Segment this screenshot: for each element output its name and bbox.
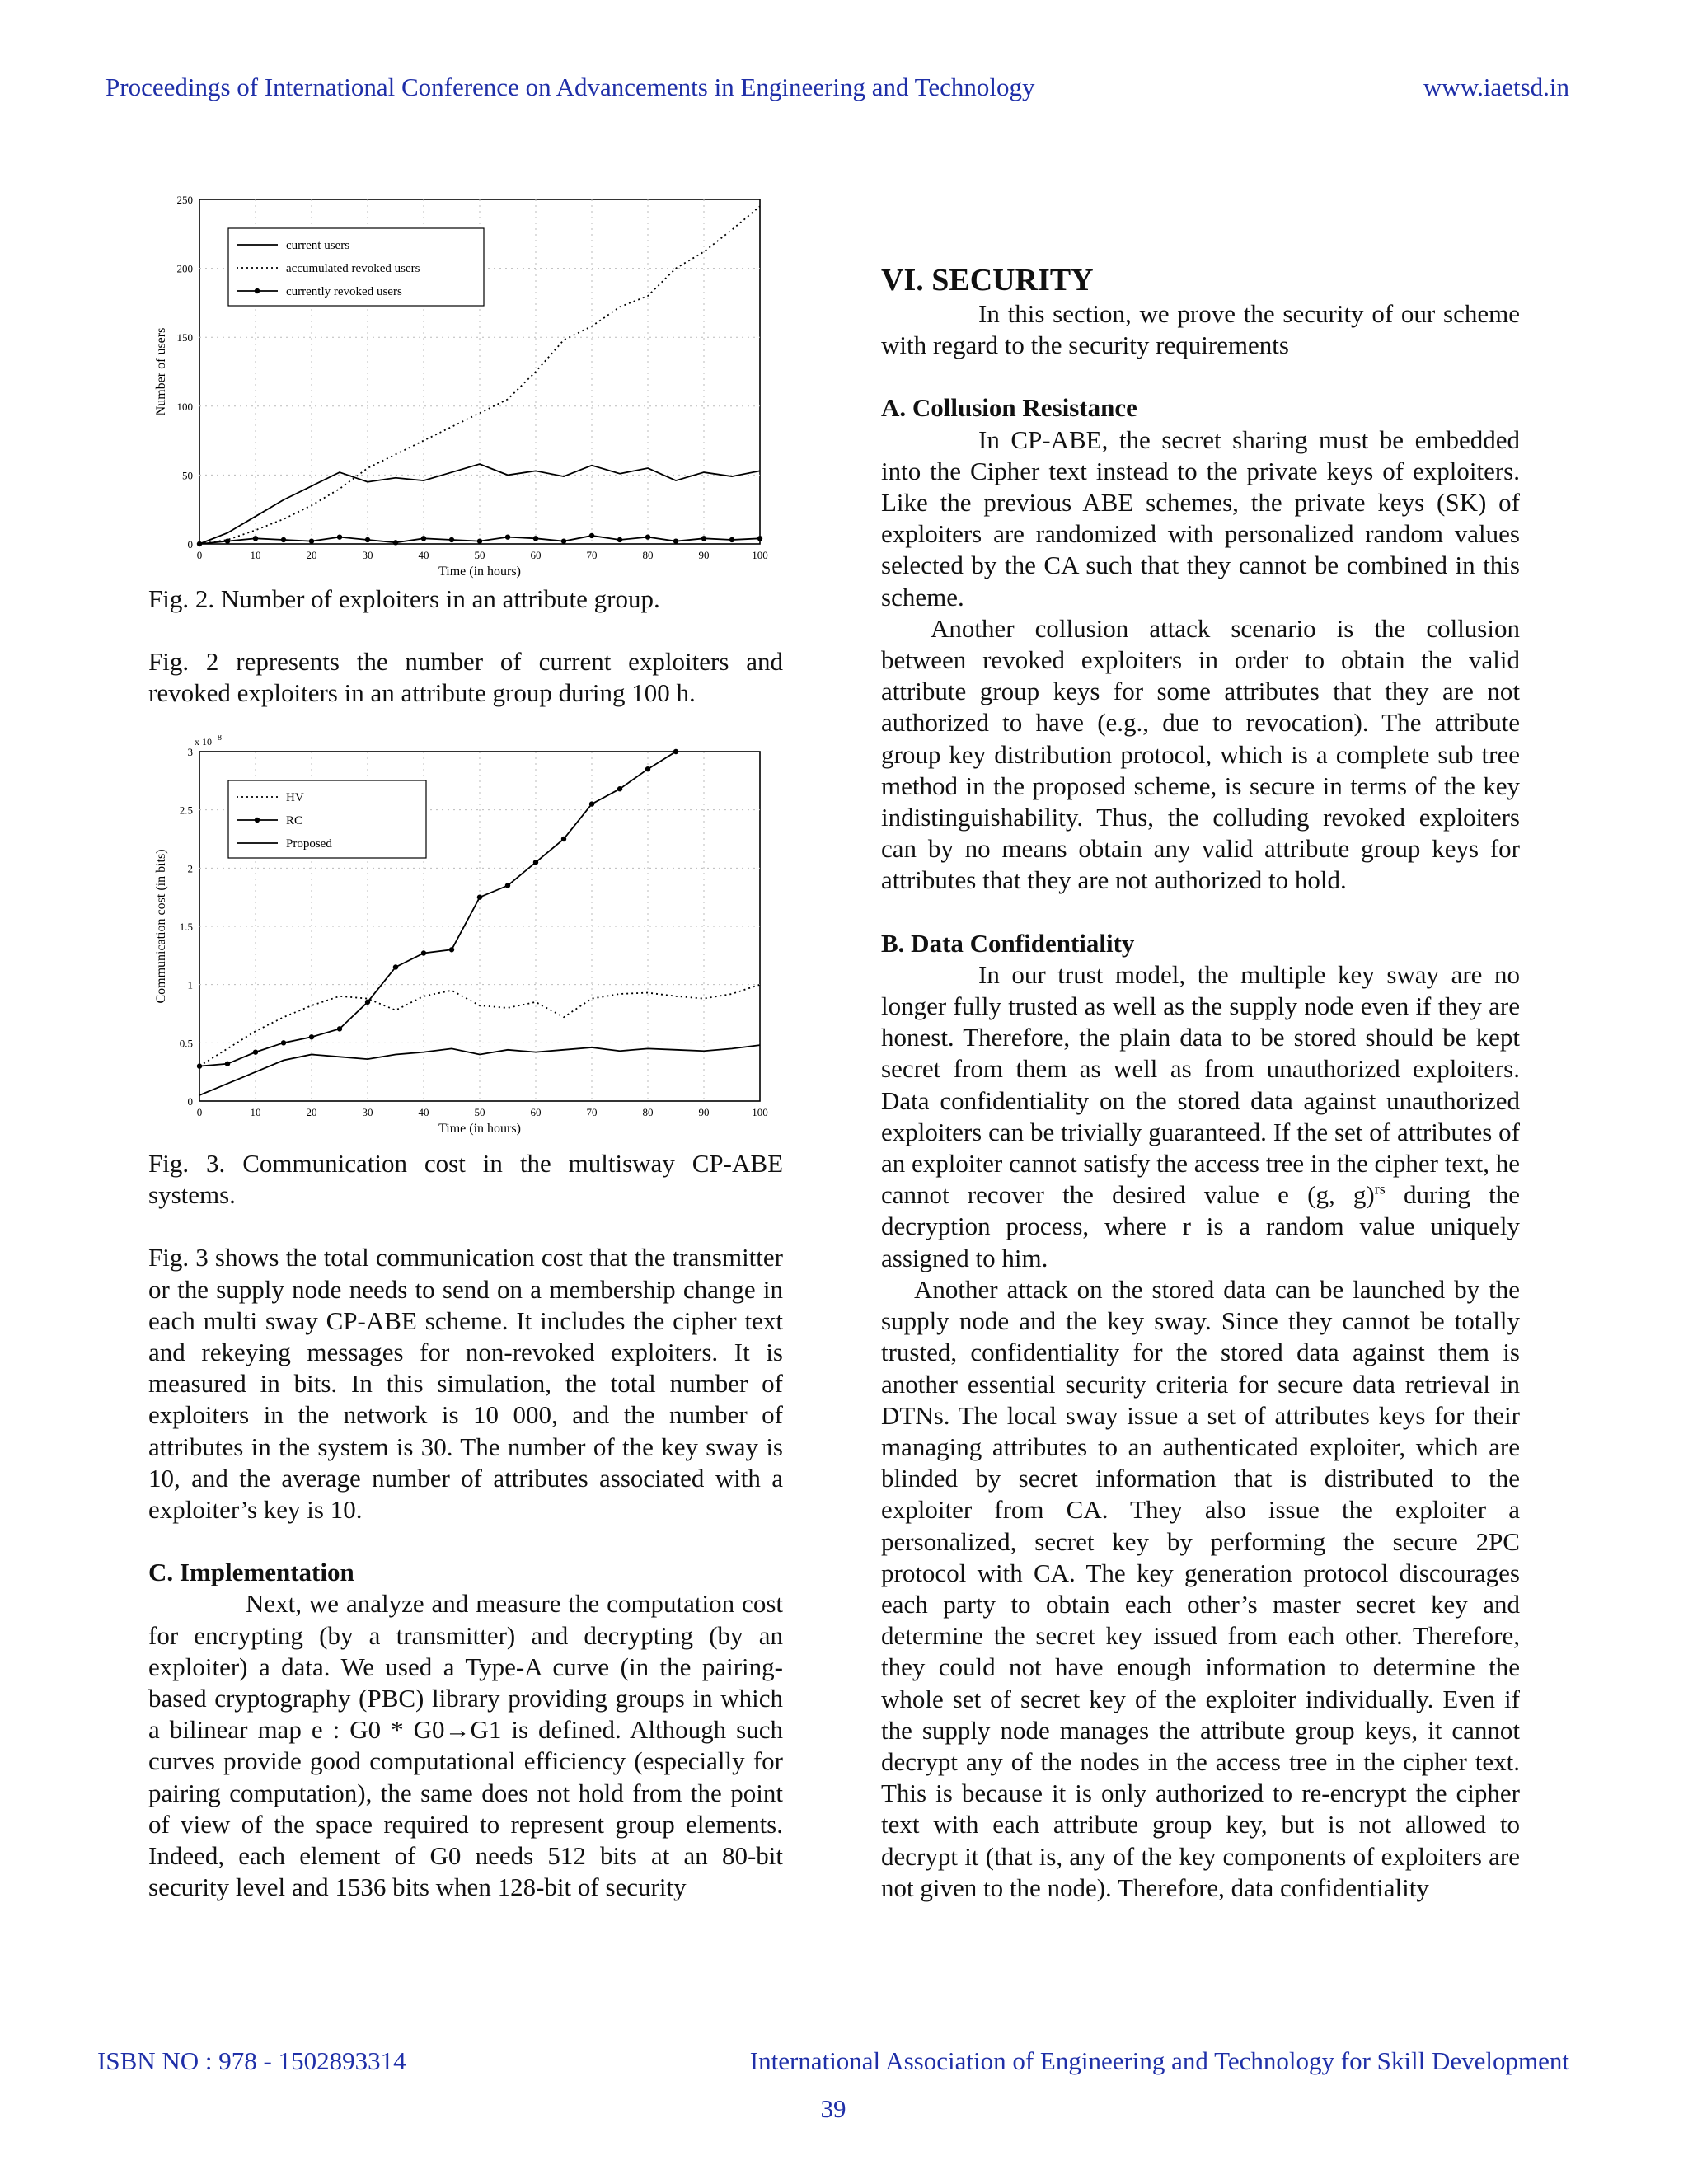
- fig2-series-2-point: [757, 536, 762, 541]
- fig3-series-1-point: [617, 786, 622, 791]
- fig3-ytick-label: 2: [187, 862, 193, 875]
- implementation-paragraph: Next, we analyze and measure the computation cost for encrypting (by a transmitter) and decrypting (by an exploiter) a data. We used a Type-A curve (in the pairing-based cryptography (PBC) library providing groups in which a bilinear map e : G0 * G0→G1 is defined. Although such curves provide good computational efficiency (especially for pairing computation), the same does not hold from the point of view of the space required to represent group elements. Indeed, each element of G0 needs 512 bits at an 80-bit security level and 1536 bits when 128-bit of security: [148, 1589, 783, 1902]
- fig3-series-1-point: [253, 1049, 258, 1054]
- fig3-series-1-point: [309, 1034, 314, 1039]
- fig2-xtick-label: 0: [196, 549, 203, 561]
- fig3-paragraph: Fig. 3 shows the total communication cost that the transmitter or the supply node needs to send on a membership change in each multi sway CP-ABE scheme. It includes the cipher text and rekeying messages for non-revoked exploiters. It is measured in bits. In this simulation, the total number of exploiters in the network is 10 000, and the number of attributes in the system is 30. The number of the key sway is 10, and the average number of attributes associated with a exploiter’s key is 10.: [148, 1243, 783, 1525]
- fig3-xtick-label: 0: [196, 1106, 203, 1118]
- fig3-ytick-label: 0.5: [179, 1037, 193, 1050]
- fig3-xtick-label: 10: [250, 1106, 261, 1118]
- website-link[interactable]: www.iaetsd.in: [1423, 73, 1569, 101]
- collusion-paragraph-1: In CP-ABE, the secret sharing must be embedded into the Cipher text instead to the private keys of exploiters. Like the previous ABE schemes, the private keys (SK) of exploiters are randomized with personalized random values selected by the CA such that they cannot be combined in this scheme.: [881, 424, 1520, 612]
- fig3-series-1-point: [477, 894, 482, 899]
- fig3-xtick-label: 70: [586, 1106, 598, 1118]
- confidentiality-text-a: In our trust model, the multiple key sway are no longer fully trusted as well as the supply node even if they are honest. Therefore, the plain data to be stored should be kept secret from them as well as from unauthorized exploiters. Data confidentiality on the stored data against unauthorized exploiters can be trivially guaranteed. If the set of attributes of an exploiter cannot satisfy the access tree in the cipher text, he cannot recover the desired value e (g, g): [881, 959, 1520, 1210]
- fig2-ytick-label: 50: [182, 469, 193, 482]
- confidentiality-paragraph-1: [881, 959, 1520, 1274]
- confidentiality-paragraph-2: Another attack on the stored data can be launched by the supply node and the key sway. Since they cannot be totally trusted, confidentiality for the stored data against them is another essential security criteria for secure data retrieval in DTNs. The local sway issue a set of attributes keys for their managing attributes to an authenticated exploiter, which are blinded by secret information that is distributed to the exploiter from CA. They also issue the exploiter a personalized, secret key by performing the secure 2PC protocol with CA. The key generation protocol discourages each party to obtain each other’s master secret key and determine the secret key issued from each other. Therefore, they could not have enough information to determine the whole set of secret key of the exploiter individually. Even if the supply node manages the attribute group keys, it cannot decrypt any of the nodes in the access tree in the cipher text. This is because it is only authorized to re-encrypt the cipher text with each attribute group key, but is not allowed to decrypt it (that is, any of the key components of exploiters are not given to the node). Therefore, data confidentiality: [881, 1274, 1520, 1902]
- fig3-xtick-label: 90: [698, 1106, 710, 1118]
- fig3-ytick-label: 0: [187, 1095, 193, 1108]
- fig2-ytick-label: 0: [187, 538, 193, 551]
- page-header: [106, 73, 1569, 109]
- fig2-series-2-point: [337, 534, 342, 539]
- fig2-series-2-point: [393, 540, 398, 545]
- fig2-xtick-label: 50: [474, 549, 485, 561]
- fig2-series-2-point: [309, 538, 314, 543]
- figure-2: [142, 191, 785, 587]
- fig3-xtick-label: 30: [362, 1106, 373, 1118]
- fig3-chart: [142, 735, 785, 1139]
- fig3-ytick-label: 1: [187, 978, 193, 991]
- fig2-ytick-label: 200: [176, 262, 193, 275]
- fig3-series-1-point: [561, 837, 566, 841]
- fig3-xlabel: Time (in hours): [438, 1122, 521, 1136]
- fig2-series-2-point: [645, 534, 650, 539]
- fig3-caption: Fig. 3. Communication cost in the multisway CP-ABE systems.: [148, 1149, 783, 1210]
- fig3-series-1-point: [197, 1063, 202, 1068]
- fig2-ytick-label: 250: [176, 194, 193, 206]
- fig2-series-2-point: [225, 538, 230, 543]
- fig2-xtick-label: 100: [752, 549, 768, 561]
- fig3-series-1-point: [645, 766, 650, 771]
- fig2-series-2-point: [197, 541, 202, 546]
- fig3-series-1-point: [533, 860, 538, 865]
- fig2-series-2-point: [589, 533, 594, 538]
- fig3-series-1-point: [337, 1026, 342, 1031]
- confidentiality-heading: B. Data Confidentiality: [881, 928, 1135, 958]
- fig2-series-2-point: [533, 536, 538, 541]
- fig3-legend-label: HV: [286, 791, 304, 804]
- fig2-series-2-point: [477, 538, 482, 543]
- fig2-legend-label: accumulated revoked users: [286, 262, 420, 275]
- fig3-y-exponent: 8: [218, 735, 222, 743]
- security-heading: VI. SECURITY: [881, 263, 1094, 298]
- fig3-ytick-label: 3: [187, 746, 193, 758]
- fig3-series-1-point: [673, 749, 678, 754]
- fig2-xtick-label: 60: [530, 549, 542, 561]
- fig2-ytick-label: 150: [176, 331, 193, 344]
- fig3-series-1-point: [281, 1040, 286, 1045]
- figure-3: [142, 735, 785, 1139]
- isbn: ISBN NO : 978 - 1502893314: [97, 2046, 406, 2075]
- fig2-xlabel: Time (in hours): [438, 565, 521, 579]
- fig2-xtick-label: 20: [306, 549, 317, 561]
- confidentiality-text-b: during the decryption process, where r is a random value uniquely assigned to him.: [881, 1180, 1521, 1272]
- fig3-xtick-label: 20: [306, 1106, 317, 1118]
- fig2-series-2-point: [449, 537, 454, 542]
- fig3-series-1-point: [589, 801, 594, 806]
- fig2-xtick-label: 30: [362, 549, 373, 561]
- fig2-series-2-point: [617, 537, 622, 542]
- fig2-xtick-label: 80: [642, 549, 654, 561]
- fig2-series-2-point: [505, 534, 510, 539]
- fig3-ytick-label: 1.5: [179, 921, 193, 933]
- fig2-series-2-point: [729, 537, 734, 542]
- fig2-legend-label: current users: [286, 239, 350, 252]
- fig2-series-2-point: [701, 536, 706, 541]
- right-column: [881, 262, 1520, 1904]
- fig3-legend-label: RC: [286, 814, 303, 827]
- fig3-xtick-label: 60: [530, 1106, 542, 1118]
- left-column-bottom: [148, 1148, 783, 1903]
- fig2-series-2-point: [281, 537, 286, 542]
- exponent-rs: rs: [1374, 1180, 1386, 1197]
- fig2-series-2-point: [421, 536, 426, 541]
- fig2-chart: [142, 191, 785, 587]
- fig2-series-2-point: [253, 536, 258, 541]
- security-intro: In this section, we prove the security of our scheme with regard to the security requirements: [881, 299, 1520, 360]
- implementation-heading: C. Implementation: [148, 1558, 354, 1587]
- fig3-legend-label: Proposed: [286, 837, 332, 851]
- fig2-series-2-point: [561, 538, 566, 543]
- fig3-xtick-label: 50: [474, 1106, 485, 1118]
- fig3-xtick-label: 80: [642, 1106, 654, 1118]
- conference-title: Proceedings of International Conference on Advancements in Engineering and Technology: [106, 73, 1035, 101]
- fig3-legend-marker: [255, 818, 260, 823]
- fig3-xtick-label: 40: [418, 1106, 429, 1118]
- fig3-series-1-point: [393, 964, 398, 969]
- fig3-series-1-point: [225, 1062, 230, 1066]
- fig2-xtick-label: 10: [250, 549, 261, 561]
- fig2-legend-label: currently revoked users: [286, 285, 402, 298]
- fig3-ylabel: Communication cost (in bits): [154, 849, 168, 1004]
- fig2-xtick-label: 90: [698, 549, 710, 561]
- fig3-series-1-point: [365, 1000, 370, 1005]
- fig2-ytick-label: 100: [176, 400, 193, 413]
- fig2-legend-marker: [255, 288, 260, 293]
- fig2-xtick-label: 40: [418, 549, 429, 561]
- fig2-series-2-point: [365, 537, 370, 542]
- fig2-caption: Fig. 2. Number of exploiters in an attribute group.: [148, 584, 660, 613]
- fig3-ytick-label: 2.5: [179, 804, 193, 817]
- fig3-xtick-label: 100: [752, 1106, 768, 1118]
- page-number: 39: [820, 2094, 846, 2123]
- fig2-series-2-point: [673, 538, 678, 543]
- association-name: International Association of Engineering and Technology for Skill Development: [749, 2046, 1569, 2075]
- fig2-xtick-label: 70: [586, 549, 598, 561]
- left-column-top: [148, 583, 783, 710]
- fig3-series-1-point: [421, 950, 426, 955]
- fig3-y-multiplier: x 10: [195, 736, 212, 748]
- fig2-ylabel: Number of users: [154, 327, 168, 416]
- fig3-series-1-point: [505, 883, 510, 888]
- collusion-paragraph-2: Another collusion attack scenario is the collusion between revoked exploiters in order to obtain the valid attribute group keys for some attributes that they are not authorized to have (e.g., due to revocation). The attribute group key distribution protocol, which is a complete sub tree method in the proposed scheme, is secure in terms of the key indistinguishability. Thus, the colluding revoked exploiters can by no means obtain any valid attribute group keys for attributes that they are not authorized to hold.: [881, 613, 1520, 895]
- collusion-heading: A. Collusion Resistance: [881, 393, 1137, 423]
- fig3-series-1-point: [449, 947, 454, 952]
- fig2-paragraph: Fig. 2 represents the number of current exploiters and revoked exploiters in an attribute group during 100 h.: [148, 647, 783, 708]
